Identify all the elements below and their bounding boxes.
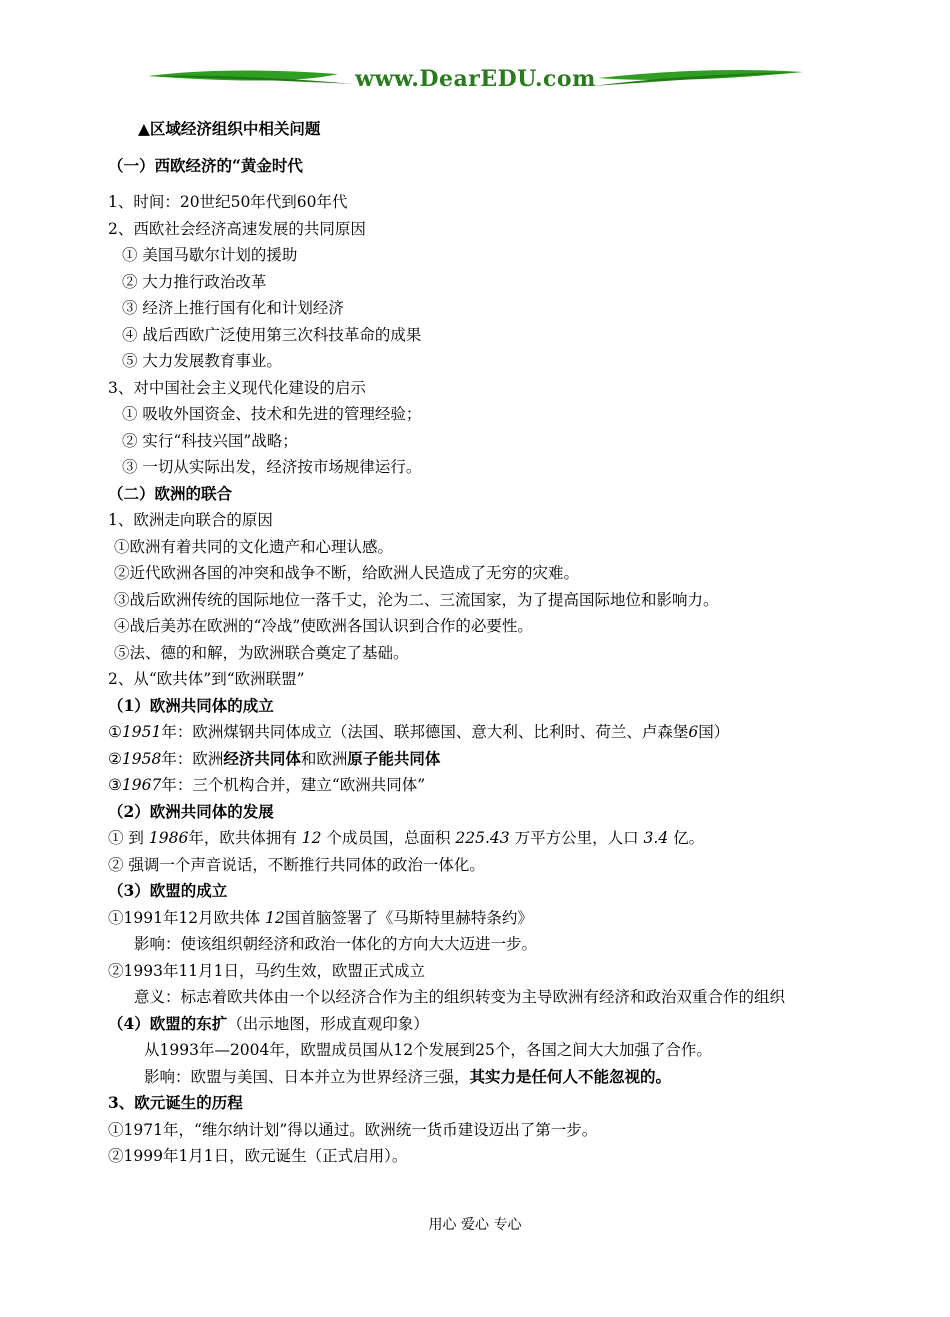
- paragraph: 3、对中国社会主义现代化建设的启示: [108, 378, 366, 397]
- list-item: ③ 经济上推行国有化和计划经济: [122, 299, 344, 317]
- document-body: [108, 116, 848, 1170]
- number: 12: [301, 829, 322, 847]
- list-item: ②1993年11月1日，马约生效，欧盟正式成立: [108, 961, 426, 980]
- list-item: [108, 772, 848, 799]
- paragraph: 1、欧洲走向联合的原因: [108, 511, 273, 529]
- item-text: ①1991年12月欧共体: [108, 908, 261, 927]
- list-item: ② 实行“科技兴国”战略；: [122, 431, 298, 450]
- year: 1958: [121, 749, 162, 768]
- header-banner: [148, 62, 803, 102]
- list-item: ③战后欧洲传统的国际地位一落千丈，沦为二、三流国家，为了提高国际地位和影响力。: [114, 590, 719, 609]
- item-text: 个成员国，总面积: [326, 829, 451, 847]
- emphasis: 原子能共同体: [347, 748, 441, 768]
- paragraph: 2、从“欧共体”到“欧洲联盟”: [108, 670, 305, 688]
- paragraph: [108, 1064, 848, 1091]
- list-item: [108, 905, 848, 932]
- year: 1967: [121, 776, 162, 794]
- item-text: 年：欧洲煤钢共同体成立（法国、联邦德国、意大利、比利时、荷兰、卢森堡: [161, 723, 689, 741]
- list-item: [108, 825, 848, 852]
- item-text: 和欧洲: [300, 749, 348, 768]
- list-item: ① 美国马歇尔计划的援助: [122, 246, 298, 264]
- paragraph: 意义：标志着欧共体由一个以经济合作为主的组织转变为主导欧洲有经济和政治双重合作的组织: [134, 988, 786, 1006]
- item-text: 影响：欧盟与美国、日本并立为世界经济三强，: [144, 1067, 470, 1086]
- item-text: 万平方公里，人口: [514, 829, 639, 847]
- emphasis: 其实力是任何人不能忽视的。: [469, 1066, 672, 1086]
- list-item: ① 吸收外国资金、技术和先进的管理经验；: [122, 405, 422, 423]
- number: 3.4: [643, 829, 669, 847]
- number: 225.43: [455, 829, 510, 847]
- item-text: 年，欧共体拥有: [188, 829, 297, 847]
- year: 1986: [148, 829, 189, 847]
- paragraph: 从1993年—2004年，欧盟成员国从12个发展到25个，各国之间大大加强了合作。: [144, 1041, 712, 1059]
- item-number: ③: [108, 776, 122, 794]
- section-heading: 3、欧元诞生的历程: [108, 1093, 243, 1112]
- item-number: ①: [108, 723, 122, 741]
- item-text: 国首脑签署了《马斯特里赫特条约》: [284, 908, 533, 927]
- list-item: ②近代欧洲各国的冲突和战争不断，给欧洲人民造成了无穷的灾难。: [114, 564, 580, 582]
- list-item: ④ 战后西欧广泛使用第三次科技革命的成果: [122, 325, 422, 344]
- list-item: ①1971年，“维尔纳计划”得以通过。欧洲统一货币建设迈出了第一步。: [108, 1120, 598, 1139]
- year: 1951: [121, 723, 162, 741]
- item-number: ②: [108, 749, 122, 768]
- subsection-heading: （1）欧洲共同体的成立: [108, 695, 274, 715]
- emphasis: （4）欧盟的东扩: [108, 1013, 228, 1033]
- list-item: ②1999年1月1日，欧元诞生（正式启用）。: [108, 1147, 408, 1165]
- item-text: 年：欧洲: [161, 749, 224, 768]
- site-logo[interactable]: www.DearEDU.com: [355, 66, 596, 92]
- list-item: ①欧洲有着共同的文化遗产和心理认感。: [114, 537, 394, 556]
- page-footer: 用心 爱心 专心: [428, 1217, 522, 1233]
- section-heading: （二）欧洲的联合: [108, 483, 233, 503]
- paragraph: 影响：使该组织朝经济和政治一体化的方向大大迈进一步。: [134, 935, 538, 953]
- subsection-heading: （2）欧洲共同体的发展: [108, 801, 274, 821]
- list-item: [108, 719, 848, 746]
- item-text: ① 到: [108, 829, 144, 847]
- item-text: （出示地图，形成直观印象）: [227, 1014, 429, 1033]
- doc-title: ▲区域经济组织中相关问题: [138, 119, 321, 138]
- list-item: ② 大力推行政治改革: [122, 272, 267, 291]
- number: 12: [265, 908, 285, 927]
- list-item: [108, 746, 848, 773]
- list-item: ⑤ 大力发展教育事业。: [122, 352, 282, 370]
- emphasis: 经济共同体: [223, 748, 301, 768]
- paragraph: 2、西欧社会经济高速发展的共同原因: [108, 219, 366, 238]
- list-item: ④战后美苏在欧洲的“冷战”使欧洲各国认识到合作的必要性。: [114, 617, 533, 635]
- list-item: ③ 一切从实际出发，经济按市场规律运行。: [122, 458, 422, 476]
- list-item: ② 强调一个声音说话，不断推行共同体的政治一体化。: [108, 855, 485, 874]
- subsection-heading: （3）欧盟的成立: [108, 881, 228, 900]
- section-heading: （一）西欧经济的“黄金时代: [108, 155, 303, 175]
- list-item: ⑤法、德的和解，为欧洲联合奠定了基础。: [114, 643, 409, 662]
- item-text: 亿。: [673, 829, 705, 847]
- count: 6: [688, 723, 699, 741]
- item-text: 国）: [698, 723, 730, 741]
- item-text: 年：三个机构合并，建立“欧洲共同体”: [161, 776, 426, 794]
- subsection-heading: [108, 1011, 848, 1038]
- paragraph: 1、时间：20世纪50年代到60年代: [108, 193, 348, 211]
